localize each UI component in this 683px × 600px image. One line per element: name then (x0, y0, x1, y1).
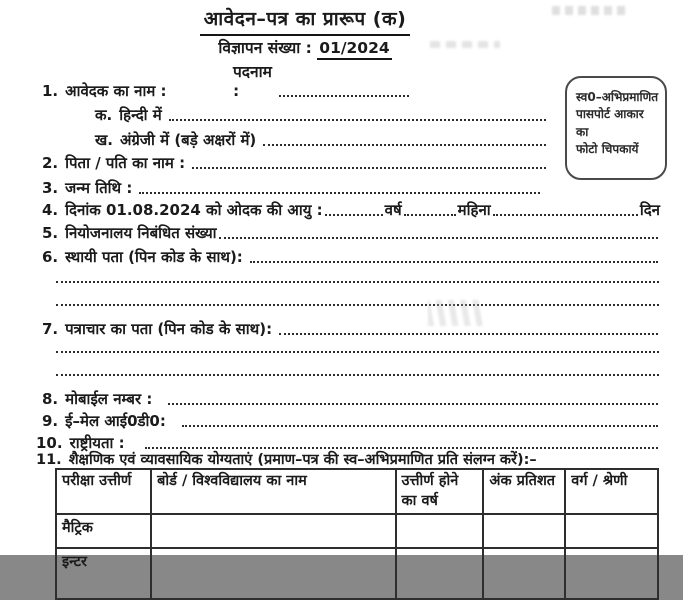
qualifications-table (55, 468, 659, 600)
col-board-university: बोर्ड / विश्वविद्यालय का नाम (151, 469, 395, 514)
item-applicant-name (42, 82, 660, 100)
item-correspondence-address (42, 320, 660, 338)
fill-line (145, 437, 658, 449)
item-number: ख. (95, 131, 113, 149)
cell-category (565, 514, 658, 548)
unit-months-label: महिना (457, 201, 491, 219)
item-date-of-birth (42, 179, 660, 197)
fill-line (169, 109, 546, 121)
fill-line (219, 227, 658, 239)
unit-days-label: दिन (639, 201, 660, 219)
item-label: नियोजनालय निबंधित संख्या (65, 224, 217, 242)
address-continuation-line (56, 304, 659, 306)
item-label: पिता / पति का नाम : (65, 154, 186, 172)
fill-line (263, 134, 546, 146)
table-header-row (56, 469, 658, 514)
item-number: 6. (42, 248, 59, 266)
advert-label: विज्ञापन संख्या : (218, 39, 312, 57)
page-title: आवेदन–पत्र का प्रारूप (क) (200, 5, 411, 36)
item-label: ई–मेल आई0डी0: (65, 412, 166, 430)
item-label: जन्म तिथि : (65, 179, 133, 197)
cell-board (151, 514, 395, 548)
item-number: 3. (42, 179, 59, 197)
item-number: 9. (42, 412, 59, 430)
item-qualifications-heading (36, 452, 660, 469)
fill-line (168, 393, 658, 405)
item-label: राष्ट्रीयता : (69, 434, 125, 452)
cell-year (396, 548, 484, 599)
item-label: पत्राचार का पता (पिन कोड के साथ): (65, 320, 273, 338)
col-marks-percent: अंक प्रतिशत (483, 469, 565, 514)
advert-number-line (140, 36, 470, 58)
post-label: पदनाम : (233, 63, 272, 100)
table-row (56, 514, 658, 548)
form-header (140, 5, 470, 36)
cell-percent (483, 548, 565, 599)
item-permanent-address (42, 248, 660, 266)
cell-year (396, 514, 484, 548)
fill-line (182, 415, 658, 427)
item-label: स्थायी पता (पिन कोड के साथ): (65, 248, 243, 266)
cell-category (565, 548, 658, 599)
item-number: 11. (36, 452, 62, 468)
item-number: 7. (42, 320, 59, 338)
item-father-husband-name (42, 154, 660, 172)
item-number: 1. (42, 82, 59, 100)
cell-percent (483, 514, 565, 548)
fill-line (192, 157, 546, 169)
item-label: दिनांक 01.08.2024 को ओदक की आयु : (65, 201, 323, 219)
item-name-english (95, 131, 660, 149)
item-mobile-number (42, 390, 660, 408)
photo-box-line-2: पासपोर्ट आकार का (576, 107, 644, 139)
fill-line (139, 182, 540, 194)
fill-line (250, 251, 658, 263)
scan-smudge (552, 6, 627, 15)
fill-line (279, 323, 658, 335)
item-age-on-date (42, 201, 660, 219)
cell-exam: मैट्रिक (56, 514, 151, 548)
item-number: क. (95, 106, 113, 124)
fill-line-days (493, 204, 638, 216)
item-label: हिन्दी में (119, 106, 162, 124)
photo-box-line-1: स्व0–अभिप्रमाणित (576, 90, 659, 104)
col-exam-passed: परीक्षा उत्तीर्ण (56, 469, 151, 514)
item-number: 4. (42, 201, 59, 219)
col-year-of-passing: उत्तीर्ण होने का वर्ष (396, 469, 484, 514)
table-row (56, 548, 658, 599)
item-name-hindi (95, 106, 660, 124)
item-label: मोबाईल नम्बर : (65, 390, 153, 408)
item-nationality (36, 434, 660, 452)
cell-board (151, 548, 395, 599)
item-number: 10. (36, 434, 63, 452)
address-continuation-line (56, 374, 659, 376)
item-employment-exchange-number (42, 224, 660, 242)
address-continuation-line (56, 351, 659, 353)
item-label: अंग्रेजी में (बड़े अक्षरों में) (119, 131, 257, 149)
cell-exam: इन्टर (56, 548, 151, 599)
photo-box-line-3: फोटो चिपकायें (576, 142, 639, 157)
item-number: 8. (42, 390, 59, 408)
advert-number-value: 01/2024 (317, 39, 391, 60)
item-email-id (42, 412, 660, 430)
item-number: 2. (42, 154, 59, 172)
item-label: शैक्षणिक एवं व्यावसायिक योग्यताएं (प्रमाण–पत्र की स्व–अभिप्रमाणित प्रति संलग्न करें):– (68, 452, 537, 468)
item-label: आवेदक का नाम : (65, 82, 167, 100)
col-class-category: वर्ग / श्रेणी (565, 469, 658, 514)
item-number: 5. (42, 224, 59, 242)
address-continuation-line (56, 281, 659, 283)
unit-years-label: वर्ष (384, 201, 402, 219)
fill-line-years (325, 204, 383, 216)
fill-line-months (404, 204, 456, 216)
